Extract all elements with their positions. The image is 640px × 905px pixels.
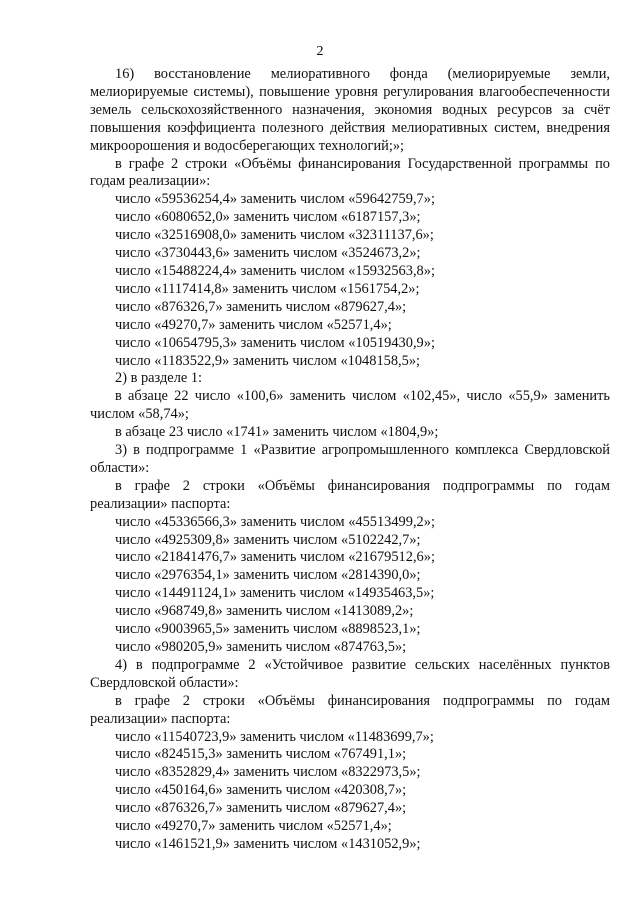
amendment-line: число «10654795,3» заменить числом «10519430,9»; [115,334,435,351]
amendment-line: число «3730443,6» заменить числом «3524673,2»; [115,245,421,262]
amendment-line: число «2976354,1» заменить числом «2814390,0»; [115,567,421,584]
amendment-line: число «6080652,0» заменить числом «6187157,3»; [115,209,421,226]
amendment-line: число «49270,7» заменить числом «52571,4»; [115,316,392,333]
amendment-line: число «59536254,4» заменить числом «59642759,7»; [115,191,435,208]
amendment-line: число «21841476,7» заменить числом «21679512,6»; [115,549,435,566]
amendment-line: число «15488224,4» заменить числом «15932563,8»; [115,262,435,279]
amendment-line: число «14491124,1» заменить числом «14935463,5»; [115,585,435,602]
amendment-line: число «968749,8» заменить числом «1413089,2»; [115,603,414,620]
paragraph: в графе 2 строки «Объёмы финансирования подпрограммы по годам реализации» паспорта: [90,692,610,727]
amendment-line: число «1117414,8» заменить числом «1561754,2»; [115,280,420,297]
amendment-line: число «8352829,4» заменить числом «8322973,5»; [115,764,421,781]
amendment-line: число «450164,6» заменить числом «420308,7»; [115,782,407,799]
paragraph: в абзаце 22 число «100,6» заменить числом «102,45», число «55,9» заменить числом «58,74»; [90,388,610,423]
amendment-line: число «980205,9» заменить числом «874763,5»; [115,639,407,655]
paragraph: в графе 2 строки «Объёмы финансирования Государственной программы по годам реализации»: [90,155,610,190]
page-number: 2 [316,44,324,59]
amendment-line: 2) в разделе 1: [115,370,203,387]
amendment-line: число «876326,7» заменить числом «879627,4»; [115,298,407,315]
paragraph: 3) в подпрограмме 1 «Развитие агропромышленного комплекса Свердловской области»: [90,442,610,476]
amendment-line: число «11540723,9» заменить числом «11483699,7»; [115,728,434,745]
amendment-line: в абзаце 23 число «1741» заменить числом «1804,9»; [115,424,439,441]
amendment-line: число «9003965,5» заменить числом «8898523,1»; [115,621,421,638]
amendment-line: число «49270,7» заменить числом «52571,4»; [115,818,392,835]
paragraph: 16) восстановление мелиоративного фонда (мелиорируемые земли, мелиорируемые системы), повышение уровня регулирования влагообеспеченности земель сельскохозяйственного назначения, экономия водных ресурсов за счёт повышения коэффициента полезного действия мелиоративных систем, внедрения микроорошения и водосберегающих технологий;»; [90,66,610,154]
amendment-line: число «876326,7» заменить числом «879627,4»; [115,800,407,817]
amendment-line: число «32516908,0» заменить числом «32311137,6»; [115,227,434,244]
amendment-line: число «1183522,9» заменить числом «1048158,5»; [115,352,421,369]
document-body [90,66,610,854]
amendment-line: число «1461521,9» заменить числом «1431052,9»; [115,835,421,852]
amendment-line: число «824515,3» заменить числом «767491,1»; [115,746,407,763]
amendment-line: число «45336566,3» заменить числом «45513499,2»; [115,513,435,530]
paragraph: 4) в подпрограмме 2 «Устойчивое развитие сельских населённых пунктов Свердловской области»: [90,656,610,691]
amendment-line: число «4925309,8» заменить числом «5102242,7»; [115,531,421,548]
paragraph: в графе 2 строки «Объёмы финансирования подпрограммы по годам реализации» паспорта: [90,477,610,512]
